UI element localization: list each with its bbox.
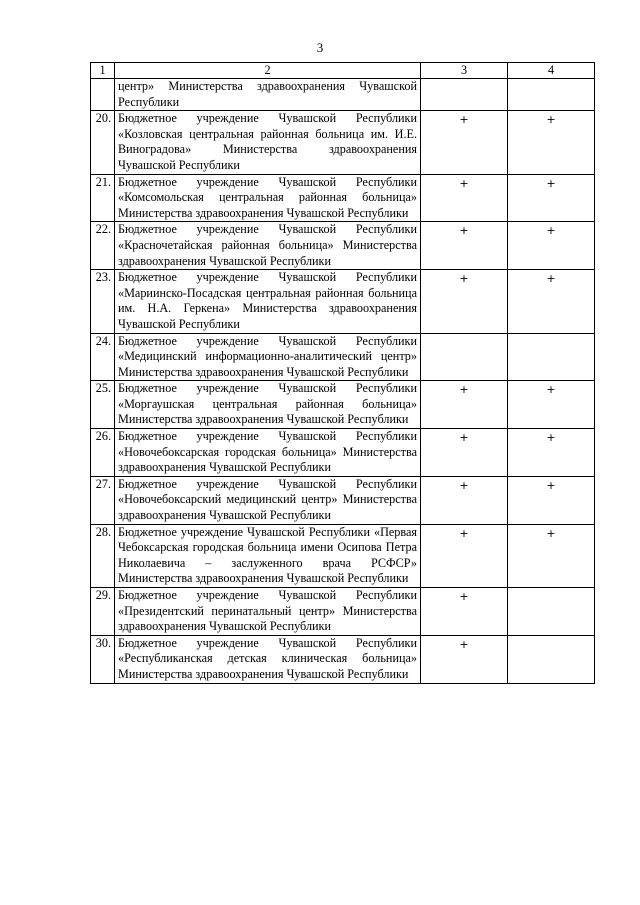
plus-mark: + (546, 272, 556, 286)
column-4-cell (508, 381, 595, 429)
row-number: 30. (91, 635, 115, 683)
column-4-cell (508, 635, 595, 683)
plus-mark: + (546, 478, 556, 492)
plus-mark: + (546, 431, 556, 445)
column-3-cell (421, 524, 508, 587)
column-4-cell (508, 333, 595, 381)
row-number: 25. (91, 381, 115, 429)
institution-name: Бюджетное учреждение Чувашской Республики «Козловская центральная районная больница им. И.Е. Виноградова» Министерства здравоохранения Чувашской Республики (115, 111, 421, 174)
row-number: 24. (91, 333, 115, 381)
plus-mark: + (546, 224, 556, 238)
column-4-cell (508, 524, 595, 587)
table-row (91, 381, 595, 429)
plus-mark: + (459, 478, 469, 492)
column-header-1: 1 (91, 63, 115, 79)
institution-name: Бюджетное учреждение Чувашской Республики «Медицинский информационно-аналитический центр» Министерства здравоохранения Чувашской Республики (115, 333, 421, 381)
row-number (91, 79, 115, 111)
column-3-cell (421, 476, 508, 524)
plus-mark: + (459, 383, 469, 397)
column-3-cell (421, 79, 508, 111)
institution-name: центр» Министерства здравоохранения Чувашской Республики (115, 79, 421, 111)
column-4-cell (508, 476, 595, 524)
column-3-cell (421, 333, 508, 381)
plus-mark: + (546, 176, 556, 190)
row-number: 28. (91, 524, 115, 587)
table-header-row (91, 63, 595, 79)
row-number: 23. (91, 270, 115, 333)
institutions-table (90, 62, 595, 684)
column-3-cell (421, 588, 508, 636)
column-3-cell (421, 222, 508, 270)
institution-name: Бюджетное учреждение Чувашской Республики «Новочебоксарский медицинский центр» Министерства здравоохранения Чувашской Республики (115, 476, 421, 524)
plus-mark: + (459, 272, 469, 286)
column-header-2: 2 (115, 63, 421, 79)
institution-name: Бюджетное учреждение Чувашской Республики «Новочебоксарская городская больница» Министерства здравоохранения Чувашской Республики (115, 429, 421, 477)
column-3-cell (421, 635, 508, 683)
column-3-cell (421, 174, 508, 222)
row-number: 21. (91, 174, 115, 222)
table-row-continuation (91, 79, 595, 111)
plus-mark: + (459, 526, 469, 540)
column-3-cell (421, 270, 508, 333)
plus-mark: + (459, 431, 469, 445)
institution-name: Бюджетное учреждение Чувашской Республики «Комсомольская центральная районная больница» Министерства здравоохранения Чувашской Республики (115, 174, 421, 222)
row-number: 27. (91, 476, 115, 524)
table-row (91, 635, 595, 683)
plus-mark: + (459, 176, 469, 190)
column-4-cell (508, 174, 595, 222)
table-row (91, 524, 595, 587)
column-3-cell (421, 381, 508, 429)
column-3-cell (421, 429, 508, 477)
table-row (91, 429, 595, 477)
plus-mark: + (546, 113, 556, 127)
row-number: 22. (91, 222, 115, 270)
table-row (91, 222, 595, 270)
column-header-3: 3 (421, 63, 508, 79)
institution-name: Бюджетное учреждение Чувашской Республики «Мариинско-Посадская центральная районная больница им. Н.А. Геркена» Министерства здравоохранения Чувашской Республики (115, 270, 421, 333)
table-body (91, 79, 595, 684)
table-row (91, 270, 595, 333)
plus-mark: + (459, 637, 469, 651)
plus-mark: + (546, 526, 556, 540)
plus-mark: + (459, 224, 469, 238)
row-number: 20. (91, 111, 115, 174)
plus-mark: + (459, 590, 469, 603)
institution-name: Бюджетное учреждение Чувашской Республики «Республиканская детская клиническая больница» Министерства здравоохранения Чувашской Республики (115, 635, 421, 683)
column-4-cell (508, 222, 595, 270)
row-number: 26. (91, 429, 115, 477)
table-row (91, 588, 595, 636)
page-number: 3 (316, 40, 324, 55)
institution-name: Бюджетное учреждение Чувашской Республики «Красночетайская районная больница» Министерства здравоохранения Чувашской Республики (115, 222, 421, 270)
table-row (91, 111, 595, 174)
column-4-cell (508, 79, 595, 111)
table-row (91, 476, 595, 524)
plus-mark: + (546, 383, 556, 397)
column-4-cell (508, 111, 595, 174)
column-4-cell (508, 429, 595, 477)
institution-name: Бюджетное учреждение Чувашской Республики «Президентский перинатальный центр» Министерства здравоохранения Чувашской Республики (115, 588, 421, 636)
row-number: 29. (91, 588, 115, 636)
column-3-cell (421, 111, 508, 174)
table-row (91, 333, 595, 381)
column-4-cell (508, 588, 595, 636)
column-header-4: 4 (508, 63, 595, 79)
institution-name: Бюджетное учреждение Чувашской Республики «Первая Чебоксарская городская больница имени Осипова Петра Николаевича – заслуженного врача РСФСР» Министерства здравоохранения Чувашской Республики (115, 524, 421, 587)
institution-name: Бюджетное учреждение Чувашской Республики «Моргаушская центральная районная больница» Министерства здравоохранения Чувашской Республики (115, 381, 421, 429)
table-row (91, 174, 595, 222)
column-4-cell (508, 270, 595, 333)
plus-mark: + (459, 113, 469, 127)
